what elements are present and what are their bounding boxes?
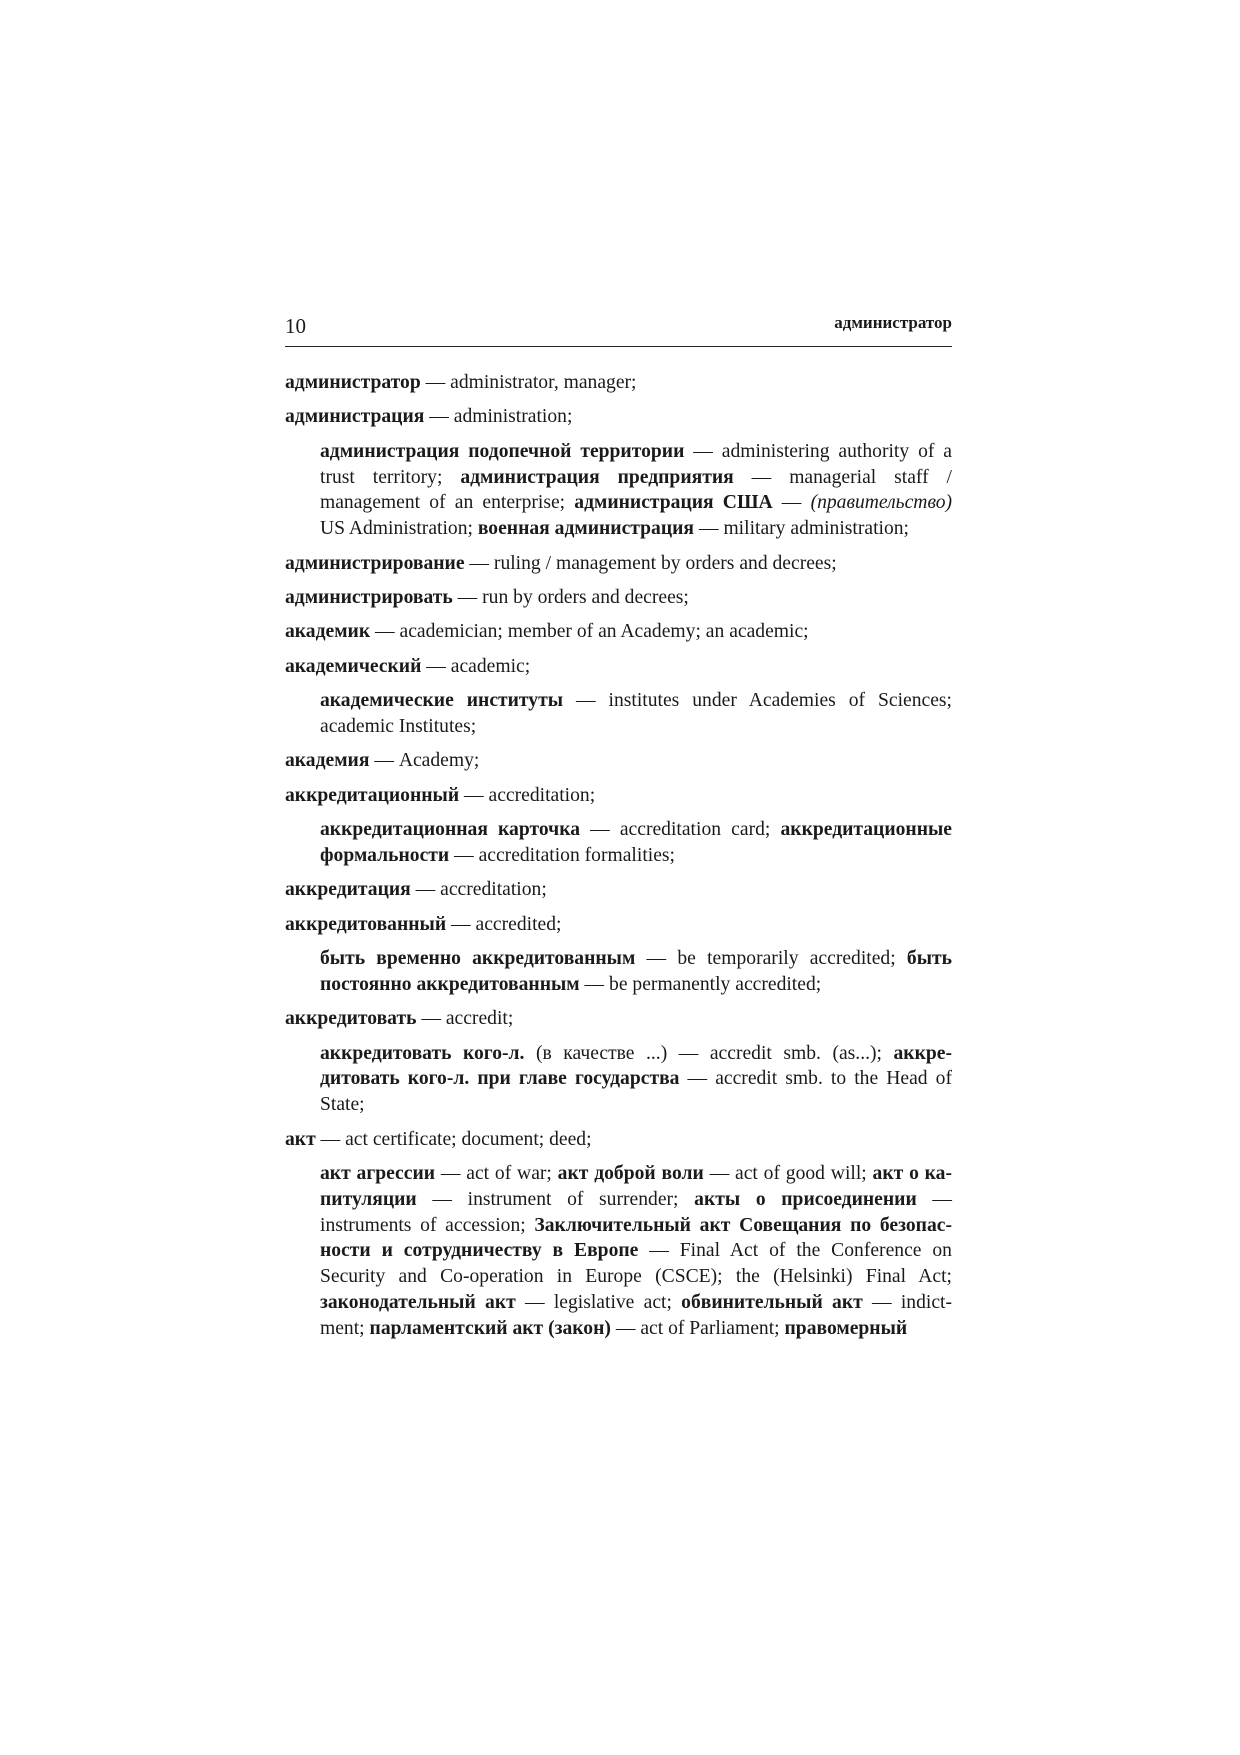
dictionary-entry [285, 748, 952, 774]
headword: аккредитованный [285, 913, 447, 935]
translation-text: — accreditation; [459, 784, 596, 806]
translation-text: — administering authority of a trust territory; [320, 440, 952, 488]
translation-text: — managerial staff / management of an enterprise; [320, 466, 952, 514]
translation-text: — accredited; [446, 913, 562, 935]
phrase-term: обвинительный акт [681, 1292, 863, 1313]
headword: академия [285, 750, 370, 772]
translation-text: — indictment; [320, 1292, 952, 1339]
headword: администрация [285, 406, 425, 428]
phrase-term: акт доброй воли [557, 1163, 704, 1185]
translation-text: — act certificate; document; deed; [315, 1128, 592, 1150]
phrase-term: акты о присоединении [694, 1188, 917, 1210]
usage-note: (правительство) [810, 492, 953, 514]
translation-text: — military administration; [694, 518, 910, 540]
phrase-term: администрация подопечной территории [320, 440, 685, 462]
translation-text: US Administration; [320, 518, 478, 540]
sub-entry [285, 439, 952, 542]
translation-text: — ruling / management by orders and decrees; [464, 552, 837, 574]
translation-text: — administrator, manager; [420, 372, 637, 393]
headword: академический [285, 655, 422, 677]
translation-text: — accredit smb. to the Head of State; [320, 1068, 952, 1116]
dictionary-entry [285, 551, 952, 577]
phrase-term: аккредитационные формальности [320, 819, 953, 866]
phrase-term: администрация США [574, 492, 773, 514]
sub-entry [285, 1161, 952, 1342]
dictionary-entries [285, 370, 952, 1342]
dictionary-page [285, 310, 952, 1350]
dictionary-entry [285, 619, 952, 645]
phrase-term: акт о капитуляции [320, 1163, 953, 1210]
phrase-term: парламентский акт (закон) [369, 1317, 611, 1339]
phrase-term: аккредитационная карточка [320, 819, 580, 841]
headword: аккредитационный [285, 784, 460, 806]
headword: акт [285, 1128, 316, 1150]
sub-entry [285, 817, 952, 869]
phrase-term: академические институты [320, 690, 564, 712]
phrase-term: администрация предприятия [460, 466, 734, 488]
dictionary-entry [285, 877, 952, 903]
translation-text: — legislative act; [515, 1292, 682, 1313]
phrase-term: военная администрация [477, 518, 695, 540]
sub-entry [285, 688, 952, 740]
dictionary-entry [285, 370, 952, 396]
translation-text: — instruments of accession; [320, 1188, 952, 1236]
translation-text: — act of good will; [703, 1163, 873, 1185]
dictionary-entry [285, 783, 952, 809]
translation-text: — Final Act of the Conference on Security and Co-operation in Europe (CSCE); the (Helsinki) Final Act; [320, 1240, 952, 1288]
translation-text: (в качестве ...) — accredit smb. (as...); [524, 1042, 894, 1064]
phrase-term: аккредитовать кого-л. [320, 1042, 525, 1064]
headword: академик [285, 621, 371, 643]
translation-text: — accreditation card; [580, 819, 781, 841]
phrase-term: быть временно аккредитованным [320, 948, 636, 970]
phrase-term: быть постоянно аккредитованным [320, 948, 952, 995]
translation-text: — be permanently accredited; [579, 973, 822, 995]
translation-text: — instrument of surrender; [416, 1188, 695, 1210]
sub-entry [285, 946, 952, 998]
sub-entry [285, 1041, 952, 1118]
phrase-term: аккредитовать кого-л. при главе государства [320, 1042, 952, 1090]
page-header [285, 310, 952, 347]
translation-text: — Academy; [369, 750, 480, 772]
translation-text: — [772, 492, 811, 514]
running-head: администратор [834, 313, 952, 332]
translation-text: — academician; member of an Academy; an academic; [370, 621, 809, 643]
headword: администрировать [285, 586, 453, 608]
dictionary-entry [285, 912, 952, 938]
translation-text: — run by orders and decrees; [452, 586, 689, 608]
dictionary-entry [285, 404, 952, 430]
translation-text: — accreditation formalities; [449, 844, 675, 866]
translation-text: — administration; [424, 406, 573, 428]
translation-text: — institutes under Academies of Sciences; academic Institutes; [320, 690, 952, 737]
translation-text: — be temporarily accredited; [635, 948, 907, 970]
translation-text: — accreditation; [410, 879, 547, 901]
translation-text: — act of Parliament; [610, 1317, 785, 1339]
dictionary-entry [285, 654, 952, 680]
dictionary-entry [285, 585, 952, 611]
translation-text: — academic; [421, 655, 531, 677]
phrase-term: правомерный [784, 1317, 908, 1339]
phrase-term: Заключительный акт Совещания по безопасности и сотрудничеству в Европе [320, 1214, 952, 1262]
translation-text: — accredit; [416, 1008, 514, 1030]
headword: аккредитовать [285, 1008, 417, 1030]
headword: аккредитация [285, 879, 411, 901]
headword: администратор [285, 372, 421, 393]
translation-text: — act of war; [435, 1163, 558, 1185]
phrase-term: акт агрессии [320, 1163, 436, 1185]
dictionary-entry [285, 1006, 952, 1032]
dictionary-entry [285, 1127, 952, 1153]
headword: администрирование [285, 552, 465, 574]
page-number: 10 [285, 314, 306, 338]
phrase-term: законодательный акт [320, 1292, 516, 1313]
